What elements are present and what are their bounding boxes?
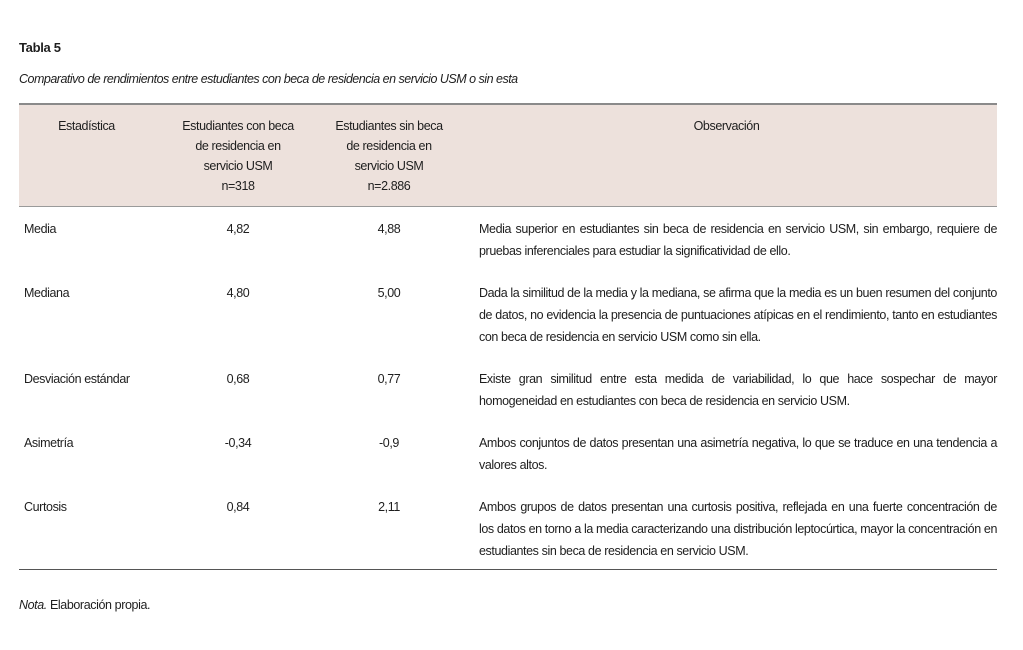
row-statistic: Desviación estándar [24,372,130,386]
header-observation: Observación [456,104,997,207]
row-observation: Media superior en estudiantes sin beca de residencia en servicio USM, sin embargo, requiere de pruebas inferenciales para estudiar la significatividad de ello. [479,222,997,258]
row-value-without: 0,77 [377,372,401,386]
header-with-scholarship [154,104,322,207]
row-statistic: Asimetría [24,436,74,450]
header-with-line-2: de residencia en [195,139,281,153]
table-row-curtosis [19,484,997,570]
header-statistic: Estadística [19,104,154,207]
table-note [19,598,150,612]
header-without-scholarship [322,104,456,207]
row-value-without: 4,88 [377,222,401,236]
row-observation: Ambos grupos de datos presentan una curtosis positiva, reflejada en una fuerte concentración de los datos en torno a la media caracterizando una distribución leptocúrtica, mayor la concentración en estudiantes sin beca de residencia en servicio USM. [456,484,997,570]
row-value-without: 2,11 [322,484,456,570]
header-without-line-4: n=2.886 [367,179,411,193]
table-row-asimetria [19,420,997,484]
table-row-mediana [19,270,997,356]
row-value-with: -0,34 [224,436,252,450]
row-value-with: 4,80 [226,286,250,300]
row-observation: Dada la similitud de la media y la mediana, se afirma que la media es un buen resumen del conjunto de datos, no evidencia la presencia de puntuaciones atípicas en el rendimiento, tanto en estudiantes con beca de residencia en servicio USM como sin ella. [479,286,997,344]
row-value-with: 0,84 [154,484,322,570]
table-label: Tabla 5 [19,40,61,55]
row-value-without: -0,9 [379,436,399,450]
row-observation: Ambos conjuntos de datos presentan una asimetría negativa, lo que se traduce en una tendencia a valores altos. [479,436,997,472]
statistics-table [19,103,997,570]
row-statistic: Media [24,222,57,236]
row-value-with: 4,82 [226,222,250,236]
row-value-with: 0,68 [226,372,250,386]
row-statistic: Mediana [24,286,70,300]
table-row-media [19,207,997,271]
header-without-line-1: Estudiantes sin beca [335,119,443,133]
header-without-line-3: servicio USM [354,159,424,173]
header-without-line-2: de residencia en [346,139,432,153]
table-row-desviacion [19,356,997,420]
header-with-line-4: n=318 [221,179,255,193]
header-with-line-1: Estudiantes con beca [182,119,294,133]
row-observation: Existe gran similitud entre esta medida de variabilidad, lo que hace sospechar de mayor homogeneidad en estudiantes con beca de residencia en servicio USM. [479,372,997,408]
table-caption: Comparativo de rendimientos entre estudiantes con beca de residencia en servicio USM o sin esta [19,72,518,86]
table-header-row [19,104,997,207]
row-statistic: Curtosis [19,484,154,570]
note-text: Elaboración propia. [46,598,151,612]
note-prefix: Nota. [19,598,47,612]
header-with-line-3: servicio USM [203,159,273,173]
row-value-without: 5,00 [377,286,401,300]
